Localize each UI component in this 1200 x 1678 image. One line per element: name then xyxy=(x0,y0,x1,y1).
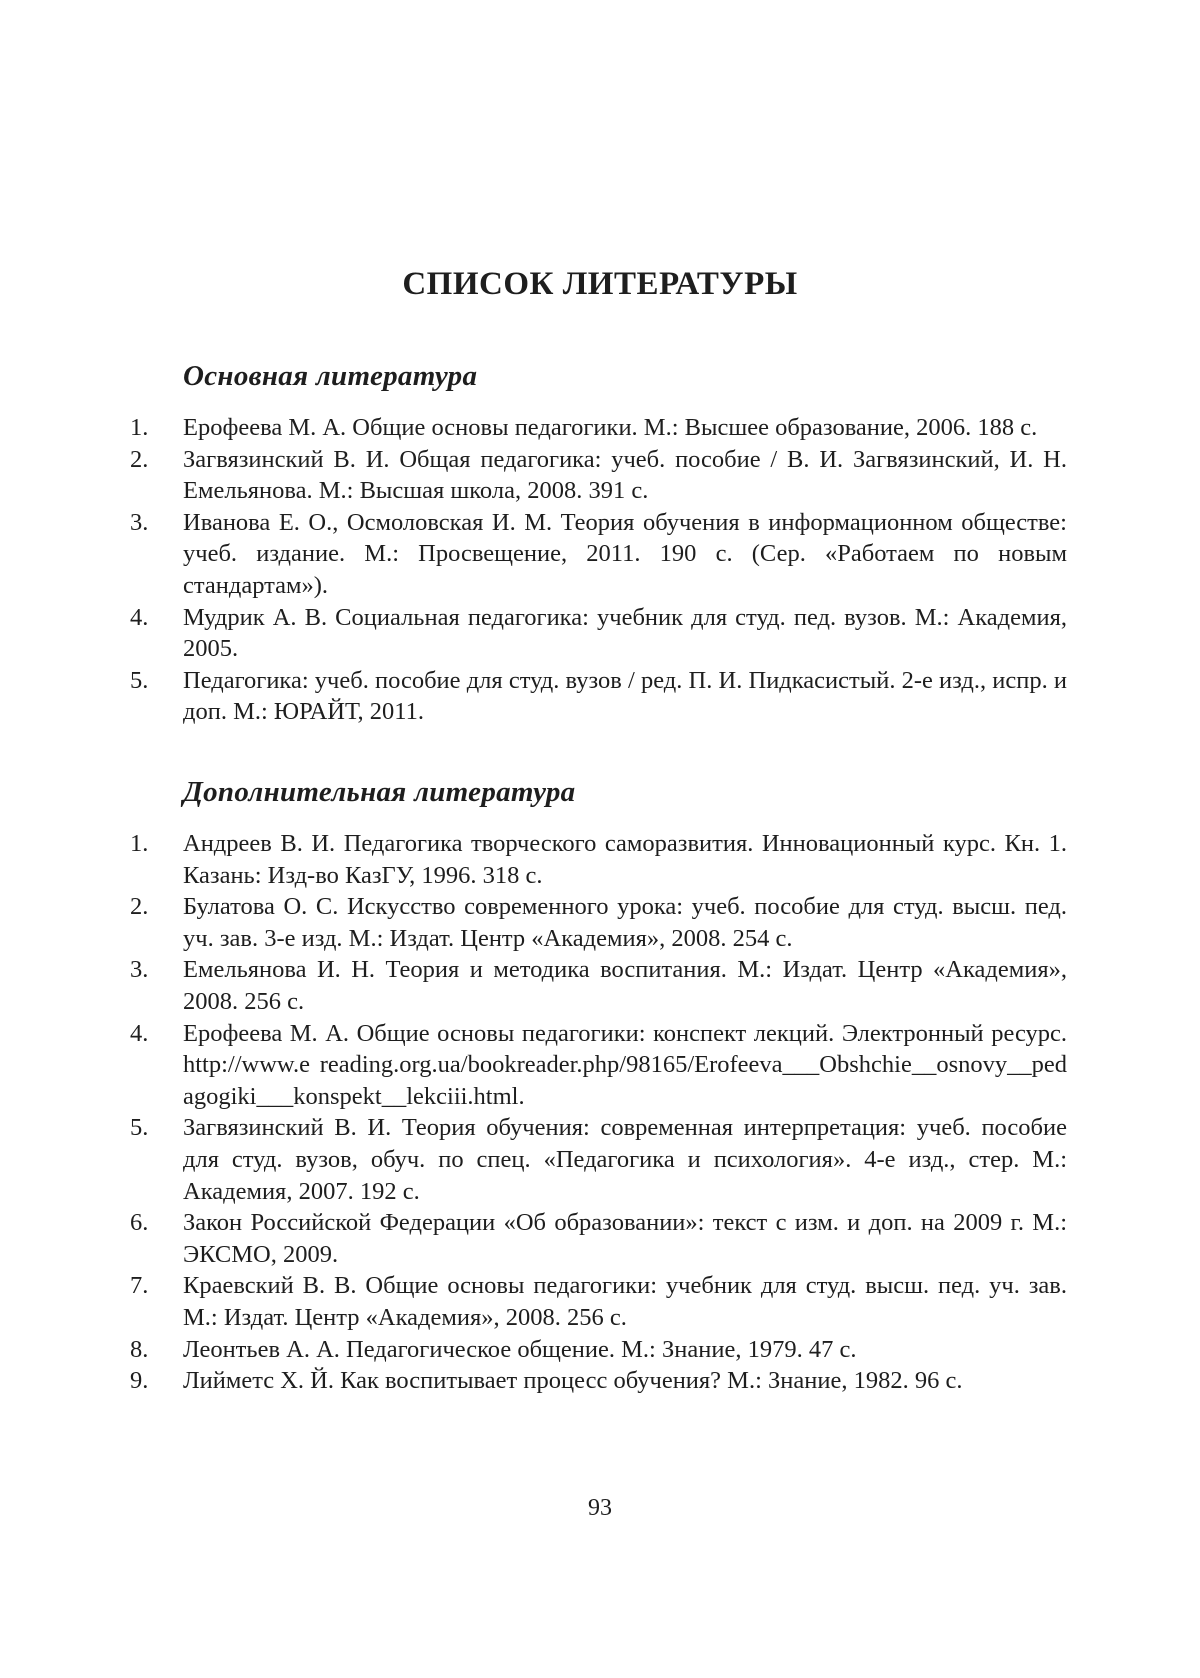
list-item xyxy=(130,954,1067,1017)
item-text: Загвязинский В. И. Общая педагогика: учеб. пособие / В. И. Загвязинский, И. Н. Емельянова. М.: Высшая школа, 2008. 391 с. xyxy=(183,445,1067,505)
item-number: 4. xyxy=(130,603,149,631)
list-item xyxy=(130,1112,1067,1207)
item-text: Иванова Е. О., Осмоловская И. М. Теория обучения в информационном обществе: учеб. издание. М.: Просвещение, 2011. 190 с. (Сер. «Работаем по новым стандартам»). xyxy=(183,508,1067,599)
item-number: 1. xyxy=(130,830,149,857)
list-item xyxy=(130,1270,1067,1333)
item-number: 7. xyxy=(130,1272,149,1300)
main-literature-list xyxy=(130,412,1067,728)
item-text: Ерофеева М. А. Общие основы педагогики: конспект лекций. Электронный ресурс. http://www.e reading.org.ua/bookreader.php/98165/Erofeeva___Obshchie__osnovy__pedagogiki___konspekt__lekciii.html. xyxy=(183,1019,1067,1110)
item-number: 3. xyxy=(130,508,149,536)
item-number: 6. xyxy=(130,1209,149,1237)
item-text: Закон Российской Федерации «Об образовании»: текст с изм. и доп. на 2009 г. М.: ЭКСМО, 2009. xyxy=(183,1209,1067,1268)
additional-literature-list xyxy=(130,828,1067,1397)
page-number: 93 xyxy=(588,1495,612,1521)
item-text: Мудрик А. В. Социальная педагогика: учебник для студ. пед. вузов. М.: Академия, 2005. xyxy=(183,603,1067,663)
item-number: 2. xyxy=(130,445,149,473)
item-text: Булатова О. С. Искусство современного урока: учеб. пособие для студ. высш. пед. уч. зав. 3-е изд. М.: Издат. Центр «Академия», 2008. 254 с. xyxy=(183,893,1067,952)
list-item xyxy=(130,602,1067,665)
list-item xyxy=(130,507,1067,602)
list-item xyxy=(130,412,1067,444)
list-item xyxy=(130,1334,1067,1366)
section-heading-main-literature: Основная литература xyxy=(183,360,478,392)
item-number: 2. xyxy=(130,893,149,921)
item-text: Краевский В. В. Общие основы педагогики: учебник для студ. высш. пед. уч. зав. М.: Издат. Центр «Академия», 2008. 256 с. xyxy=(183,1272,1067,1331)
item-number: 5. xyxy=(130,666,149,694)
item-text: Педагогика: учеб. пособие для студ. вузов / ред. П. И. Пидкасистый. 2-е изд., испр. и доп. М.: ЮРАЙТ, 2011. xyxy=(183,666,1067,726)
item-text: Загвязинский В. И. Теория обучения: современная интерпретация: учеб. пособие для студ. вузов, обуч. по спец. «Педагогика и психология». 4-е изд., стер. М.: Академия, 2007. 192 с. xyxy=(183,1114,1067,1205)
item-text: Лийметс Х. Й. Как воспитывает процесс обучения? М.: Знание, 1982. 96 с. xyxy=(183,1367,963,1395)
item-number: 5. xyxy=(130,1114,149,1142)
page-title: СПИСОК ЛИТЕРАТУРЫ xyxy=(402,266,798,302)
item-number: 4. xyxy=(130,1019,149,1047)
list-item xyxy=(130,1365,1067,1397)
list-item xyxy=(130,1018,1067,1113)
section-heading-additional-literature: Дополнительная литература xyxy=(183,776,576,808)
item-text: Емельянова И. Н. Теория и методика воспитания. М.: Издат. Центр «Академия», 2008. 256 с. xyxy=(183,956,1067,1015)
list-item xyxy=(130,444,1067,507)
item-number: 1. xyxy=(130,414,149,441)
item-number: 9. xyxy=(130,1367,149,1395)
item-text: Леонтьев А. А. Педагогическое общение. М.: Знание, 1979. 47 с. xyxy=(183,1335,857,1363)
item-number: 8. xyxy=(130,1335,149,1363)
list-item xyxy=(130,828,1067,891)
item-number: 3. xyxy=(130,956,149,984)
list-item xyxy=(130,665,1067,728)
item-text: Ерофеева М. А. Общие основы педагогики. М.: Высшее образование, 2006. 188 с. xyxy=(183,414,1038,441)
list-item xyxy=(130,1207,1067,1270)
list-item xyxy=(130,891,1067,954)
item-text: Андреев В. И. Педагогика творческого саморазвития. Инновационный курс. Кн. 1. Казань: Изд-во КазГУ, 1996. 318 с. xyxy=(183,830,1067,889)
